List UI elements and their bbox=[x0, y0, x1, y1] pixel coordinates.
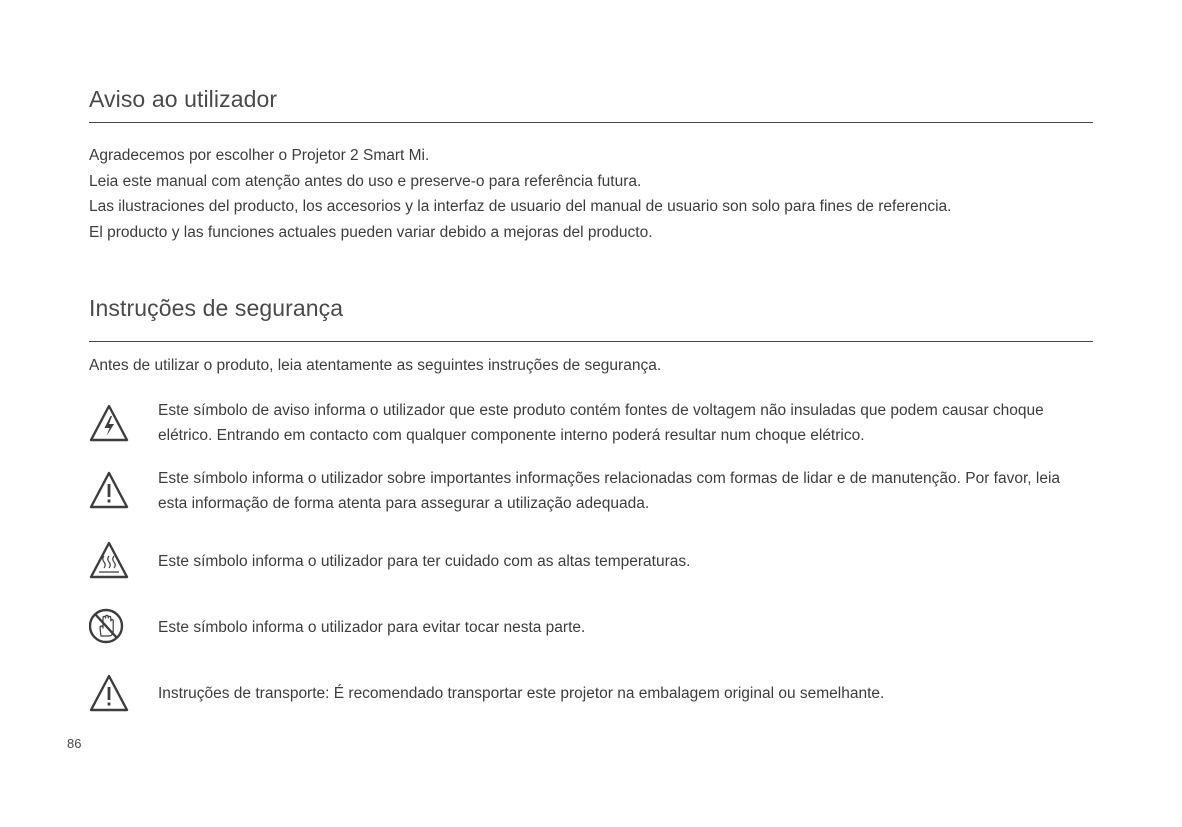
electric-shock-warning-icon bbox=[89, 403, 129, 443]
notice-line: El producto y las funciones actuales pueden variar debido a mejoras del producto. bbox=[89, 223, 653, 241]
safety-item-general-warning bbox=[89, 466, 1093, 518]
safety-heading: Instruções de segurança bbox=[89, 295, 344, 321]
safety-intro: Antes de utilizar o produto, leia atentamente as seguintes instruções de segurança. bbox=[89, 357, 662, 374]
safety-item-text: Este símbolo informa o utilizador para ter cuidado com as altas temperaturas. bbox=[158, 553, 691, 570]
notice-paragraph bbox=[89, 143, 951, 245]
notice-line: Agradecemos por escolher o Projetor 2 Smart Mi. bbox=[89, 147, 430, 164]
safety-item-no-touch bbox=[89, 606, 1093, 646]
safety-divider bbox=[89, 341, 1093, 342]
page-number: 86 bbox=[67, 736, 82, 751]
safety-item-hot-surface bbox=[89, 540, 1093, 580]
safety-item-text: Este símbolo de aviso informa o utilizador que este produto contém fontes de voltagem não insuladas que podem causar choque elétrico. Entrando em contacto com qualquer componente interno poderá resultar num choque elétrico. bbox=[158, 402, 1044, 444]
safety-item-transport bbox=[89, 673, 1093, 713]
notice-line: Las ilustraciones del producto, los accesorios y la interfaz de usuario del manual de usuario son solo para fines de referencia. bbox=[89, 198, 952, 215]
general-warning-icon bbox=[89, 470, 129, 510]
no-touch-icon bbox=[89, 606, 129, 646]
safety-item-electric-shock bbox=[89, 398, 1093, 450]
hot-surface-warning-icon bbox=[89, 540, 129, 580]
notice-heading: Aviso ao utilizador bbox=[89, 86, 278, 112]
safety-item-text: Este símbolo informa o utilizador sobre importantes informações relacionadas com formas de lidar e de manutenção. Por favor, leia esta informação de forma atenta para assegurar a utilização adequada. bbox=[158, 470, 1061, 512]
safety-item-text: Instruções de transporte: É recomendado transportar este projetor na embalagem original ou semelhante. bbox=[158, 685, 885, 702]
safety-item-text: Este símbolo informa o utilizador para evitar tocar nesta parte. bbox=[158, 619, 586, 636]
general-warning-icon bbox=[89, 673, 129, 713]
notice-line: Leia este manual com atenção antes do uso e preserve-o para referência futura. bbox=[89, 172, 642, 190]
notice-divider bbox=[89, 122, 1093, 123]
